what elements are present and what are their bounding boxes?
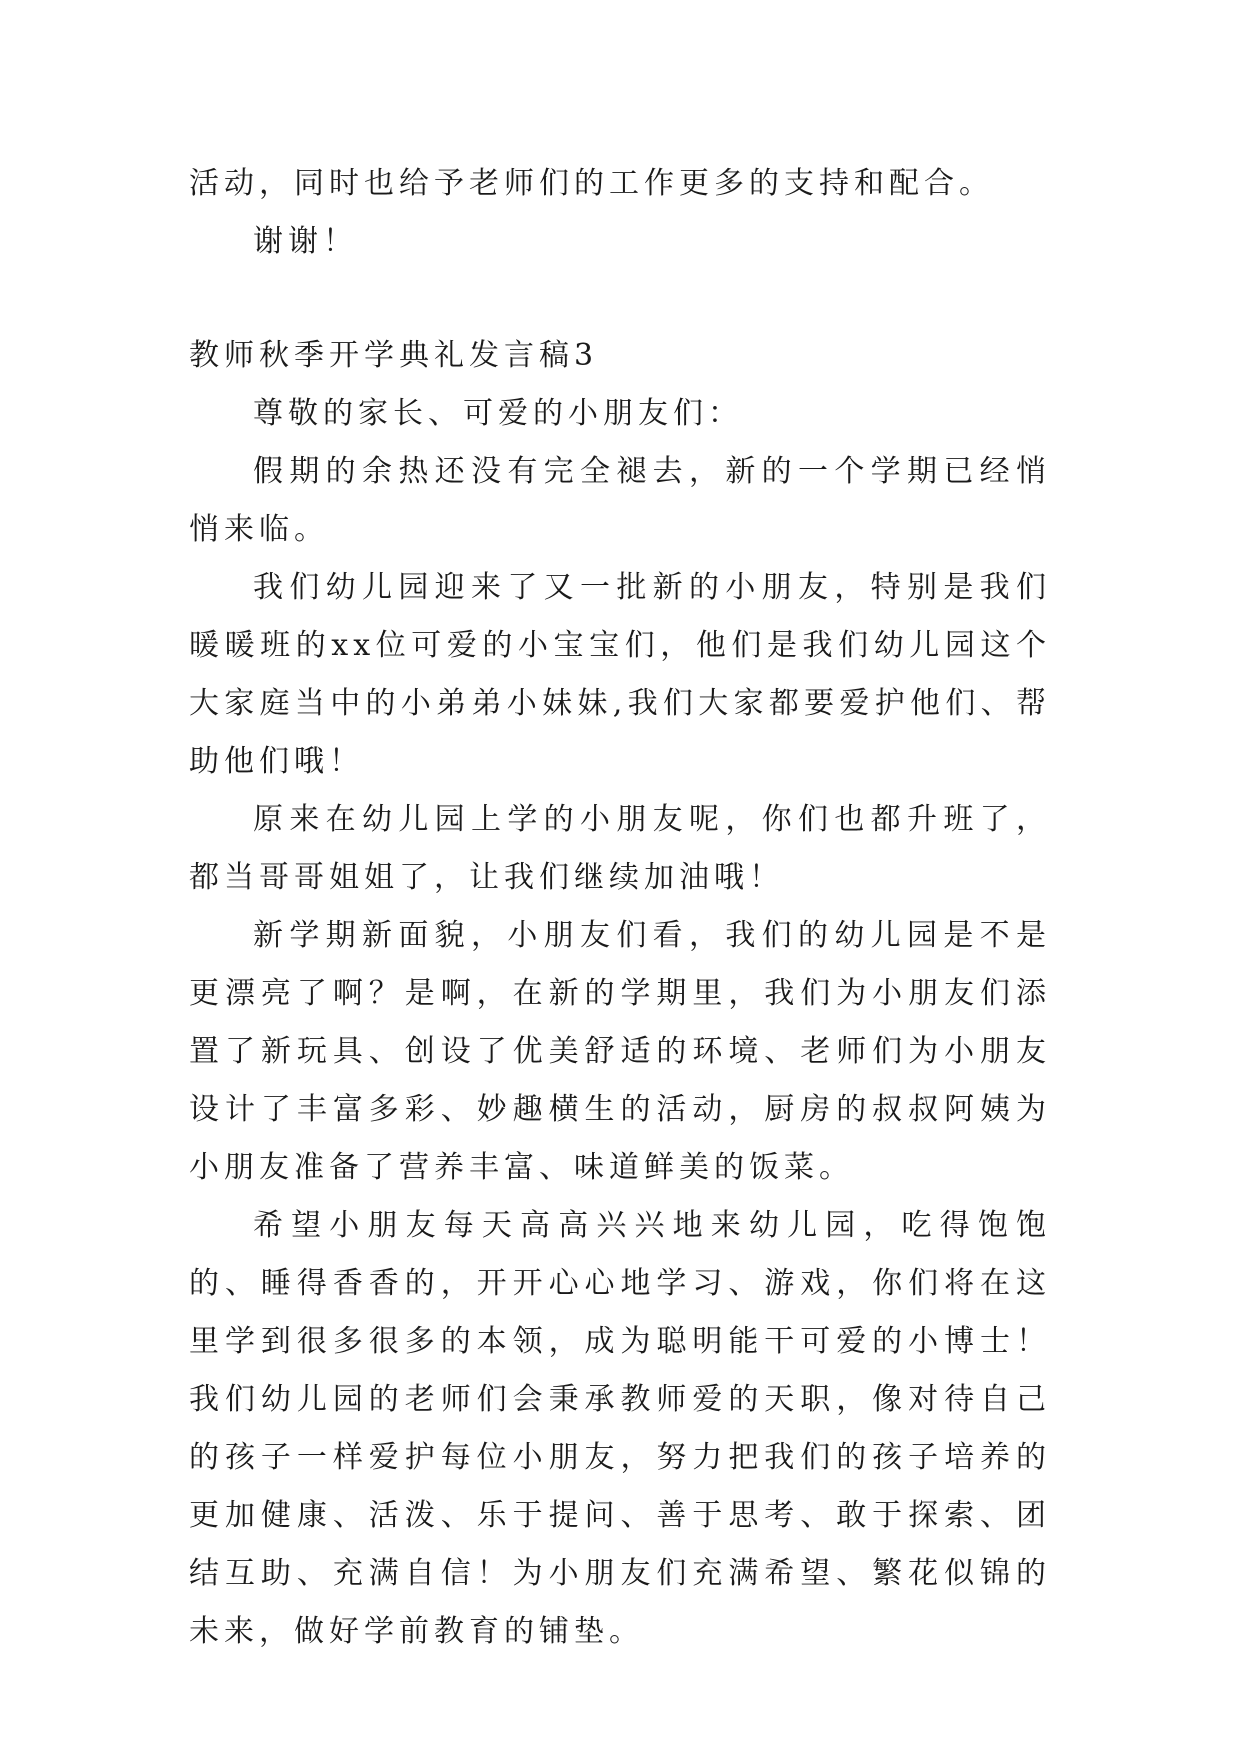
section-title: 教师秋季开学典礼发言稿3 <box>189 338 599 373</box>
paragraph: 假期的余热还没有完全褪去，新的一个学期已经悄悄来临。 <box>189 454 1051 547</box>
paragraph-salutation: 尊敬的家长、可爱的小朋友们： <box>253 396 743 431</box>
paragraph: 希望小朋友每天高高兴兴地来幼儿园，吃得饱饱的、睡得香香的，开开心心地学习、游戏，你们将在这里学到很多很多的本领，成为聪明能干可爱的小博士！我们幼儿园的老师们会秉承教师爱的天职，像对待自己的孩子一样爱护每位小朋友，努力把我们的孩子培养的更加健康、活泼、乐于提问、善于思考、敢于探索、团结互助、充满自信！为小朋友们充满希望、繁花似锦的未来，做好学前教育的铺垫。 <box>189 1208 1051 1649</box>
paragraph-thanks: 谢谢！ <box>253 224 358 259</box>
paragraph: 我们幼儿园迎来了又一批新的小朋友，特别是我们暖暖班的xx位可爱的小宝宝们，他们是我们幼儿园这个大家庭当中的小弟弟小妹妹,我们大家都要爱护他们、帮助他们哦！ <box>189 570 1051 779</box>
paragraph: 原来在幼儿园上学的小朋友呢，你们也都升班了，都当哥哥姐姐了，让我们继续加油哦！ <box>189 802 1051 895</box>
document-body <box>189 155 1051 1661</box>
paragraph: 新学期新面貌，小朋友们看，我们的幼儿园是不是更漂亮了啊？是啊，在新的学期里，我们为小朋友们添置了新玩具、创设了优美舒适的环境、老师们为小朋友设计了丰富多彩、妙趣横生的活动，厨房的叔叔阿姨为小朋友准备了营养丰富、味道鲜美的饭菜。 <box>189 918 1051 1185</box>
paragraph-continuation: 活动，同时也给予老师们的工作更多的支持和配合。 <box>189 166 994 201</box>
